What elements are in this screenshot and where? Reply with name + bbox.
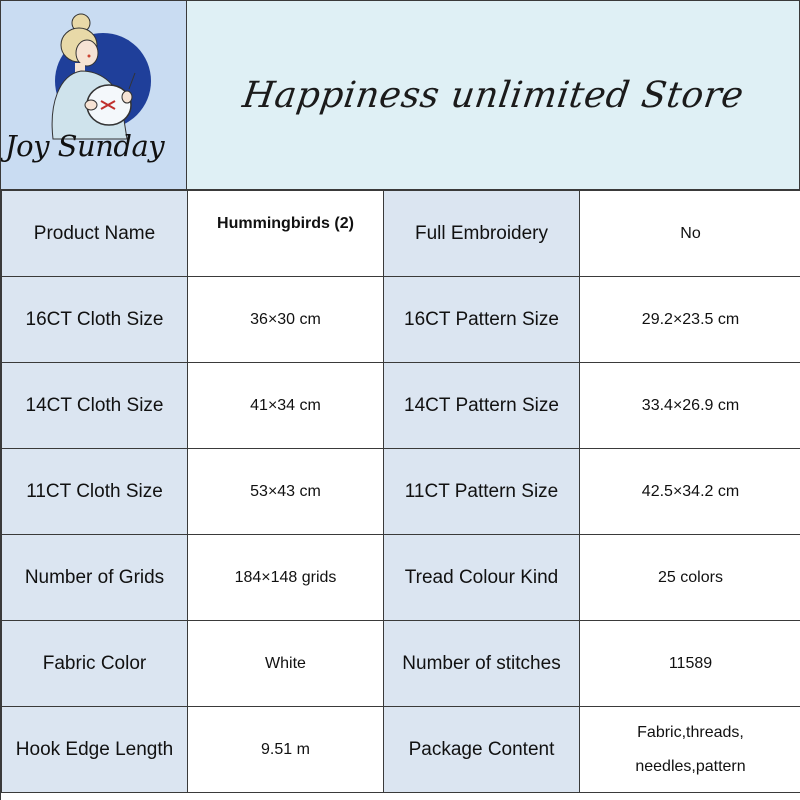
label-cell: Product Name (2, 191, 188, 277)
label-cell: 16CT Cloth Size (2, 277, 188, 363)
value-cell: 9.51 m (188, 707, 384, 793)
value-cell: 25 colors (580, 535, 800, 621)
label-cell: 16CT Pattern Size (384, 277, 580, 363)
brand-logo (1, 1, 187, 189)
value-cell: No (580, 191, 800, 277)
table-row (2, 191, 800, 277)
table-row (2, 535, 800, 621)
label-cell: 11CT Pattern Size (384, 449, 580, 535)
table-row (2, 707, 800, 793)
label-cell: Tread Colour Kind (384, 535, 580, 621)
table-row (2, 363, 800, 449)
store-name: Happiness unlimited Store (239, 74, 747, 116)
store-banner (187, 1, 800, 189)
table-row (2, 449, 800, 535)
embroidering-woman-icon (31, 9, 161, 149)
value-cell: Hummingbirds (2) (188, 191, 384, 277)
value-cell: 29.2×23.5 cm (580, 277, 800, 363)
value-cell: White (188, 621, 384, 707)
label-cell: Hook Edge Length (2, 707, 188, 793)
value-cell: 42.5×34.2 cm (580, 449, 800, 535)
package-content-cell (580, 707, 800, 793)
label-cell: Full Embroidery (384, 191, 580, 277)
label-cell: Number of Grids (2, 535, 188, 621)
label-cell: Package Content (384, 707, 580, 793)
spec-table (1, 190, 800, 793)
package-content-line: Fabric,threads, (637, 723, 744, 741)
label-cell: Number of stitches (384, 621, 580, 707)
label-cell: 14CT Cloth Size (2, 363, 188, 449)
label-cell: 11CT Cloth Size (2, 449, 188, 535)
logo-text: Joy Sunday (5, 129, 165, 163)
package-content-line: needles,pattern (635, 757, 746, 775)
value-cell: 53×43 cm (188, 449, 384, 535)
value-cell: 36×30 cm (188, 277, 384, 363)
label-cell: Fabric Color (2, 621, 188, 707)
table-row (2, 621, 800, 707)
label-cell: 14CT Pattern Size (384, 363, 580, 449)
value-cell: 11589 (580, 621, 800, 707)
header (1, 1, 800, 190)
value-cell: 184×148 grids (188, 535, 384, 621)
table-row (2, 277, 800, 363)
value-cell: 41×34 cm (188, 363, 384, 449)
value-cell: 33.4×26.9 cm (580, 363, 800, 449)
